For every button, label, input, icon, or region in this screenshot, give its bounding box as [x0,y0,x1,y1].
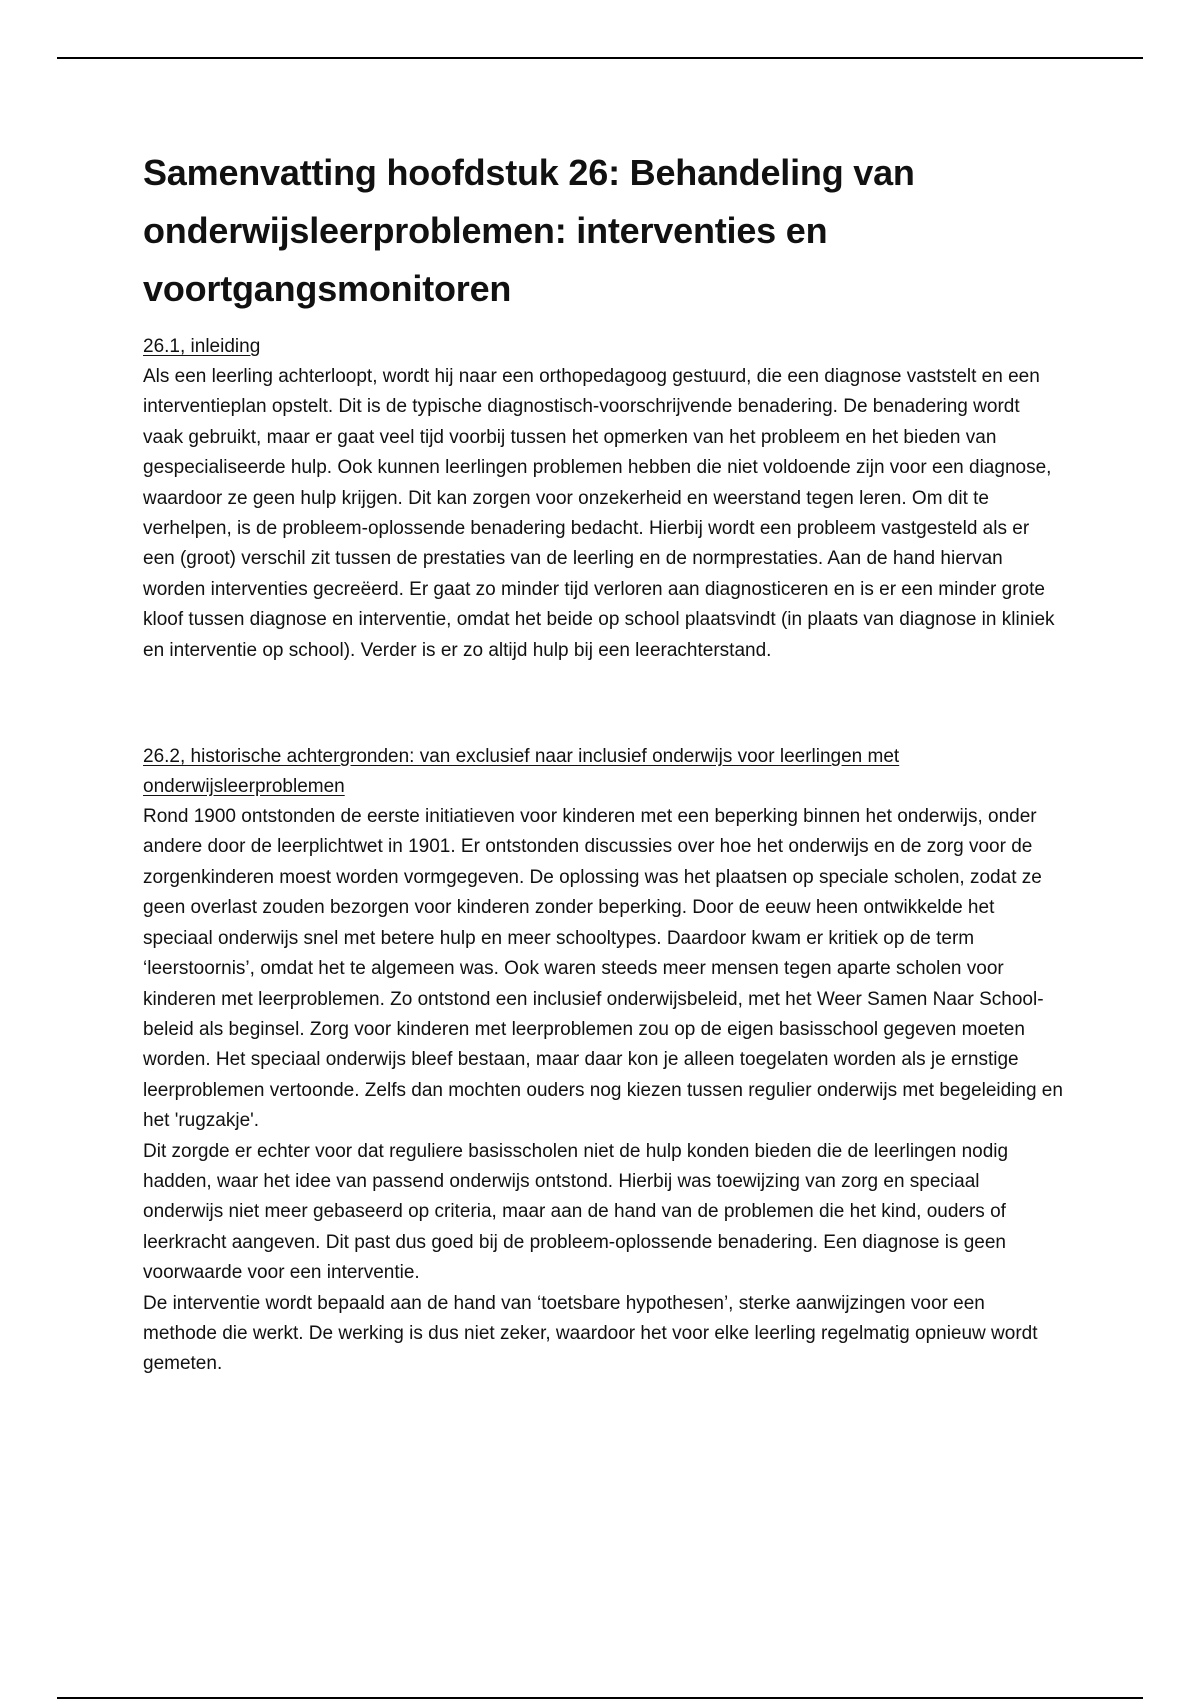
section-historische-achtergronden [143,742,1063,1380]
document-title: Samenvatting hoofdstuk 26: Behandeling van onderwijsleerproblemen: interventies en voortgangsmonitoren [143,152,915,309]
paragraph: Dit zorgde er echter voor dat reguliere basisscholen niet de hulp konden bieden die de leerlingen nodig hadden, waar het idee van passend onderwijs ontstond. Hierbij was toewijzing van zorg en speciaal onderwijs niet meer gebaseerd op criteria, maar aan de hand van de problemen die het kind, ouders of leerkracht aangeven. Dit past dus goed bij de probleem-oplossende benadering. Een diagnose is geen voorwaarde voor een interventie. [143,1140,1009,1284]
paragraph: De interventie wordt bepaald aan de hand van ‘toetsbare hypothesen’, sterke aanwijzingen voor een methode die werkt. De werking is dus niet zeker, waardoor het voor elke leerling regelmatig opnieuw wordt gemeten. [143,1292,1038,1375]
paragraph: Als een leerling achterloopt, wordt hij naar een orthopedagoog gestuurd, die een diagnose vaststelt en een interventieplan opstelt. Dit is de typische diagnostisch-voorschrijvende benadering. De benadering wordt vaak gebruikt, maar er gaat veel tijd voorbij tussen het opmerken van het probleem en het bieden van gespecialiseerde hulp. Ook kunnen leerlingen problemen hebben die niet voldoende zijn voor een diagnose, waardoor ze geen hulp krijgen. Dit kan zorgen voor onzekerheid en weerstand tegen leren. Om dit te verhelpen, is de probleem-oplossende benadering bedacht. Hierbij wordt een probleem vastgesteld als er een (groot) verschil zit tussen de prestaties van de leerling en de normprestaties. Aan de hand hiervan worden interventies gecreëerd. Er gaat zo minder tijd verloren aan diagnosticeren en is er een minder grote kloof tussen diagnose en interventie, omdat het beide op school plaatsvindt (in plaats van diagnose in kliniek en interventie op school). Verder is er zo altijd hulp bij een leerachterstand. [143,366,1055,661]
top-rule [57,57,1143,59]
section-heading: 26.2, historische achtergronden: van exclusief naar inclusief onderwijs voor leerlingen met onderwijsleerproblemen [143,746,900,798]
section-inleiding [143,332,1063,666]
bottom-rule [57,1697,1143,1699]
paragraph: Rond 1900 ontstonden de eerste initiatieven voor kinderen met een beperking binnen het onderwijs, onder andere door de leerplichtwet in 1901. Er ontstonden discussies over hoe het onderwijs en de zorg voor de zorgenkinderen moest worden vormgegeven. De oplossing was het plaatsen op speciale scholen, zodat ze geen overlast zouden bezorgen voor kinderen zonder beperking. Door de eeuw heen ontwikkelde het speciaal onderwijs snel met betere hulp en meer schooltypes. Daardoor kwam er kritiek op de term ‘leerstoornis’, omdat het te algemeen was. Ook waren steeds meer mensen tegen aparte scholen voor kinderen met leerproblemen. Zo ontstond een inclusief onderwijsbeleid, met het Weer Samen Naar School-beleid als beginsel. Zorg voor kinderen met leerproblemen zou op de eigen basisschool gegeven moeten worden. Het speciaal onderwijs bleef bestaan, maar daar kon je alleen toegelaten worden als je ernstige leerproblemen vertoonde. Zelfs dan mochten ouders nog kiezen tussen regulier onderwijs met begeleiding en het 'rugzakje'. [143,806,1063,1132]
document-page [143,144,1063,1380]
section-heading: 26.1, inleiding [143,336,261,357]
